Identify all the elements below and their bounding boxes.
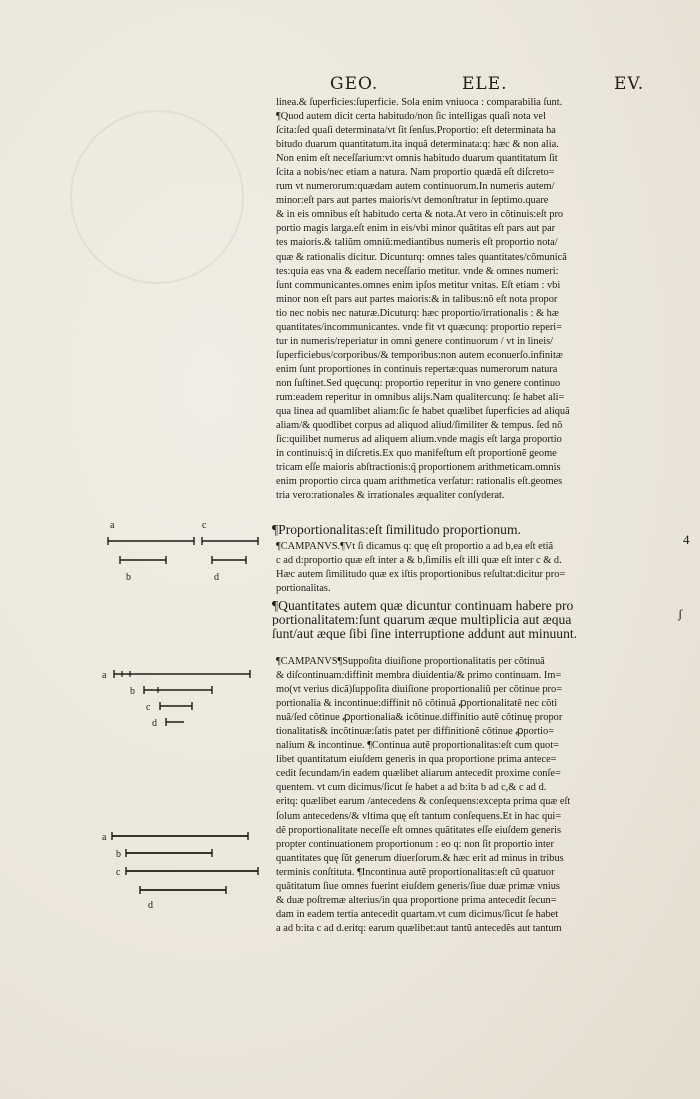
commentary-line: propter continuationem proportionum : eo q: non ſit proportio inter <box>276 838 554 850</box>
commentary-line: portionalitas. <box>276 583 331 595</box>
text-line: portio magis larga.eſt enim in eis/vbi minor quãtitas eſt pars aut par <box>276 223 556 235</box>
text-line: ſunt communicantes.omnes enim ipſos metitur vnitas. Eſt etiam : vbi <box>276 279 561 291</box>
fig3-label-b: b <box>116 849 121 860</box>
commentary-line: dẽ proportionalitate neceſſe eſt omnes quãtitates eſſe eiuſdem generis <box>276 824 562 836</box>
commentary-line: c ad d:proportio quæ eſt inter a & b,ſimilis eſt illi quæ eſt inter c & d. <box>276 555 562 567</box>
text-line: Non enim eſt neceſſarium:vt omnis habitudo duarum quantitatum ſit <box>276 153 558 165</box>
definition-continuous-proportionality <box>272 598 682 640</box>
text-line: tes maioris.& taliũm omniũ:mediantibus numeris eſt proportio nota/ <box>276 237 558 249</box>
text-line: aliam/& quodlibet corpus ad aliquod aliud/ſimiliter & tempus. ſed nõ <box>276 420 563 432</box>
header-right: EV. <box>614 74 645 94</box>
text-line: tur in numeris/reperiatur in omni genere continuorum / vt in lineis/ <box>276 335 554 347</box>
text-line: enim proportio circa quam arithmetica verſatur: rationalis eſt.geomes <box>276 476 563 488</box>
text-line: quæ & rationalis dicitur. Dicunturq: omnes tales quantitates/cõmunicã <box>276 251 567 263</box>
main-text-block <box>276 96 682 503</box>
text-line: non ſuſtinet.Sed quęcunq: proportio reperitur in vno genere continuo <box>276 377 561 389</box>
fig1-label-b: b <box>126 572 131 583</box>
text-line: qua linea ad quamlibet aliam:ſic ſe habet quælibet ſuperficies ad aliquã <box>276 406 570 418</box>
fig2-label-a: a <box>102 670 107 681</box>
text-line: linea.& ſuperficies:ſuperficie. Sola enim vniuoca : comparabilia ſunt. <box>276 97 563 108</box>
commentary-line: nalium & incontinue. ¶Continua autẽ proportionalitas:eſt cum quot= <box>276 740 559 752</box>
fig3-label-d: d <box>148 900 153 911</box>
commentary-line: tionalitatis& incõtinuæ:ſatis patet per diffinitionẽ cõtinue ꝓportio= <box>276 726 555 738</box>
fig3-label-a: a <box>102 832 107 843</box>
fig1-label-d: d <box>214 572 219 583</box>
commentary-line: libet quantitatum eiuſdem generis in qua proportione prima antece= <box>276 754 557 766</box>
text-line: ſic:quilibet numerus ad aliquem alium.vnde magis eſt larga proportio <box>276 434 562 446</box>
fig1-label-a: a <box>110 520 115 531</box>
commentary-line: Hæc autem ſimilitudo quæ ex iſtis proportionibus reſultat:dicitur pro= <box>276 569 566 581</box>
commentary-line: & duæ poſtremæ alterius/in qua proportione prima antecedit ſecun= <box>276 894 557 906</box>
commentary-line: nuã/ſed cõtinue ꝓportionalia& icõtinue.diffinitio autẽ cõtinuę propor <box>276 712 563 724</box>
header-middle: ELE. <box>462 74 508 94</box>
campanus-commentary-1 <box>276 540 682 596</box>
definition-line: portionalitatem:ſunt quarum æque multiplicia aut æqua <box>272 612 572 627</box>
text-line: quantitates/incommunicantes. vnde fit vt quæcunq: proportio reperi= <box>276 321 563 333</box>
commentary-line: quentem. vt cum dicimus/ſicut ſe habet a ad b:ita b ad c,& c ad d. <box>276 782 547 794</box>
text-line: tricam eſſe maioris abſtractionis:q̃ proportionem arithmeticam.omnis <box>276 462 561 474</box>
commentary-line: a ad b:ita c ad d.eritq: earum quælibet:aut tantũ antecedẽs aut tantum <box>276 922 562 934</box>
text-line: tria vero:rationales & irrationales æqualiter conſyderat. <box>276 490 505 502</box>
figure-proportion-lines <box>100 516 260 586</box>
margin-mark-5: ʃ <box>678 606 683 621</box>
text-line: ſcita a nobis/nec etiam a natura. Nam proportio quædã eſt diſcreto= <box>276 167 555 179</box>
commentary-line: & diſcontinuam:diffinit membra diuidentia/& primo continuam. Im= <box>276 670 562 682</box>
figure-discontinuous-proportion <box>100 826 260 916</box>
fig2-label-d: d <box>152 718 157 729</box>
commentary-line: quãtitatum ſiue omnes fuerint eiuſdem generis/ſiue duæ primæ vnius <box>276 880 560 892</box>
commentary-line: terminis conſtituta. ¶Incontinua autẽ proportionalitas:eſt cũ quatuor <box>276 866 555 878</box>
fig2-label-c: c <box>146 702 151 713</box>
fig2-label-b: b <box>130 686 135 697</box>
text-line: enim ſunt proportiones in continuis repertæ:quas numerorum natura <box>276 363 558 375</box>
definition-line: ¶Quantitates autem quæ dicuntur continuam habere pro <box>272 598 574 613</box>
commentary-line: cedit ſecundam/in eadem quælibet aliarum antecedit proxime conſe= <box>276 768 561 780</box>
commentary-line: portionalia & incontinue:diffinit nõ cõtinuã ꝓportionalitatẽ nec cõti <box>276 698 558 710</box>
text-line: tes:quia eas vna & eadem neceſſario metitur. vnde & omnes numeri: <box>276 265 559 277</box>
fig1-label-c: c <box>202 520 207 531</box>
definition-proportionality: ¶Proportionalitas:eſt ſimilitudo proportionum. <box>272 522 521 537</box>
commentary-line: quantitates quę ſũt generum diuerſorum.& hæc erit ad minus in tribus <box>276 852 564 864</box>
commentary-line: dam in eadem tertia antecedit quartam.vt cum dicimus/ſicut ſe habet <box>276 908 559 920</box>
definition-line: ſunt/aut æque ſibi ſine interruptione addunt aut minuunt. <box>272 626 578 641</box>
commentary-line: ¶CAMPANVS.¶Vt ſi dicamus q: quę eſt proportio a ad b,ea eſt etiã <box>276 541 554 552</box>
header-left: GEO. <box>330 74 379 94</box>
paper-stain <box>70 110 244 284</box>
text-line: ſuperficiebus/corporibus/& temporibus:non autem econuerſo.infinitæ <box>276 349 563 361</box>
commentary-line: eritq: quælibet earum /antecedens & conſequens:excepta prima quæ eſt <box>276 796 571 808</box>
figure-continuous-proportion <box>100 662 260 732</box>
commentary-line: mo(vt verius dicã)ſuppoſita diuiſione proportionaliũ per cõtinue pro= <box>276 684 563 696</box>
text-line: rum vt numerorum:quædam autem continuorum.In numeris autem/ <box>276 181 555 193</box>
margin-mark-4: 4 <box>683 532 690 547</box>
text-line: ¶Quod autem dicit certa habitudo/non ſic intelligas quaſi nota vel <box>276 111 546 123</box>
running-header <box>330 74 670 98</box>
commentary-line: ¶CAMPANVS¶Suppoſita diuiſione proportionalitatis per cõtinuã <box>276 656 545 667</box>
text-line: tio nec nobis nec naturæ.Dicuturq: hæc proportio/irrationalis : & hæ <box>276 307 559 319</box>
campanus-commentary-2 <box>276 655 682 936</box>
commentary-line: ſolum antecedens/& vltima quę eſt tantum conſequens.Et in hac qui= <box>276 810 562 822</box>
text-line: minor:eſt pars aut partes maioris/vt demonſtratur in ſeptimo.quare <box>276 195 549 207</box>
fig3-label-c: c <box>116 867 121 878</box>
text-line: & in eis omnibus eſt habitudo certa & nota.At vero in cõtinuis:eſt pro <box>276 209 564 221</box>
text-line: ſcita:ſed quaſi determinata/vt ſit ſenſus.Proportio: eſt determinata ha <box>276 125 556 137</box>
text-line: bitudo duarum quantitatum.ita inquã determinata:q: hæc & non alia. <box>276 139 559 151</box>
text-line: minor non eſt pars aut partes maioris:& in talibus:nõ eſt nota propor <box>276 293 558 305</box>
text-line: in continuis:q̃ in diſcretis.Ex quo manifeſtum eſt proportionẽ geome <box>276 448 557 460</box>
text-line: rum:eadem reperitur in omnibus alijs.Nam qualitercunq: ſe habet ali= <box>276 391 565 403</box>
